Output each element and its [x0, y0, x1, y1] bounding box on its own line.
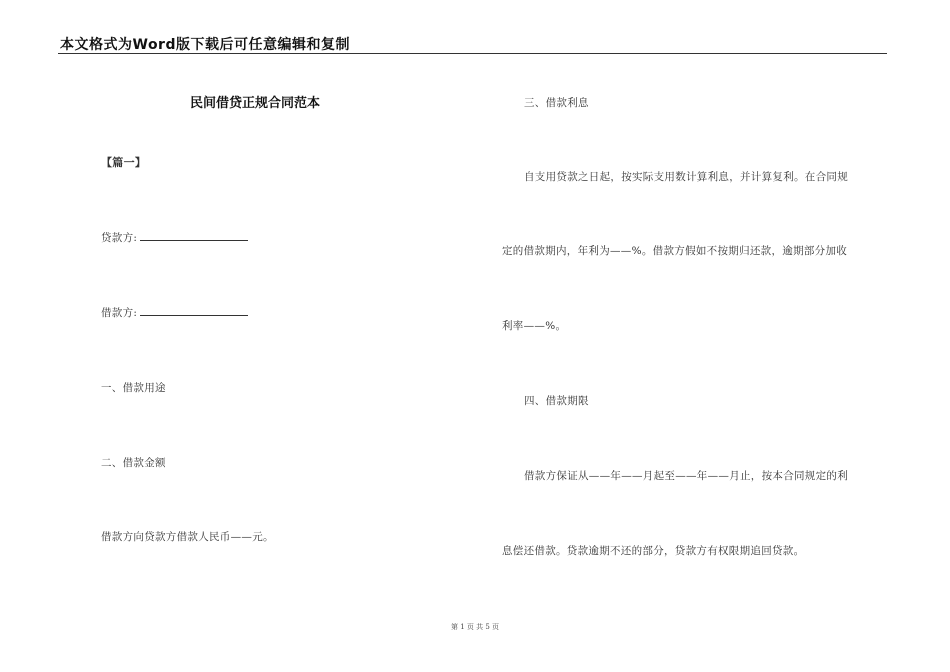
header-divider — [58, 53, 887, 54]
lender-blank — [140, 231, 248, 241]
section-label: 【篇一】 — [101, 156, 147, 169]
lender-field — [101, 230, 248, 245]
item-body-4-line2: 息偿还借款。贷款逾期不还的部分，贷款方有权限期追回贷款。 — [502, 545, 805, 557]
item-body-2: 借款方向贷款方借款人民币——元。 — [101, 531, 274, 543]
item-body-3-line3: 利率——%。 — [502, 320, 567, 332]
borrower-field — [101, 305, 248, 320]
document-title: 民间借贷正规合同范本 — [190, 96, 321, 111]
item-body-3-line2: 定的借款期内，年利为——%。借款方假如不按期归还款，逾期部分加收 — [502, 245, 848, 257]
item-body-4-line1: 借款方保证从——年——月起至——年——月止，按本合同规定的利 — [524, 470, 848, 482]
borrower-label: 借款方: — [101, 307, 138, 319]
item-heading-4: 四、借款期限 — [524, 395, 589, 407]
borrower-blank — [140, 306, 248, 316]
item-body-3-line1: 自支用贷款之日起，按实际支用数计算利息，并计算复利。在合同规 — [524, 171, 848, 183]
page-footer: 第 1 页 共 5 页 — [450, 623, 500, 631]
item-heading-2: 二、借款金额 — [101, 457, 166, 469]
document-header: 本文格式为Word版下载后可任意编辑和复制 — [60, 37, 350, 53]
item-heading-3: 三、借款利息 — [524, 97, 589, 109]
item-heading-1: 一、借款用途 — [101, 382, 166, 394]
lender-label: 贷款方: — [101, 232, 138, 244]
